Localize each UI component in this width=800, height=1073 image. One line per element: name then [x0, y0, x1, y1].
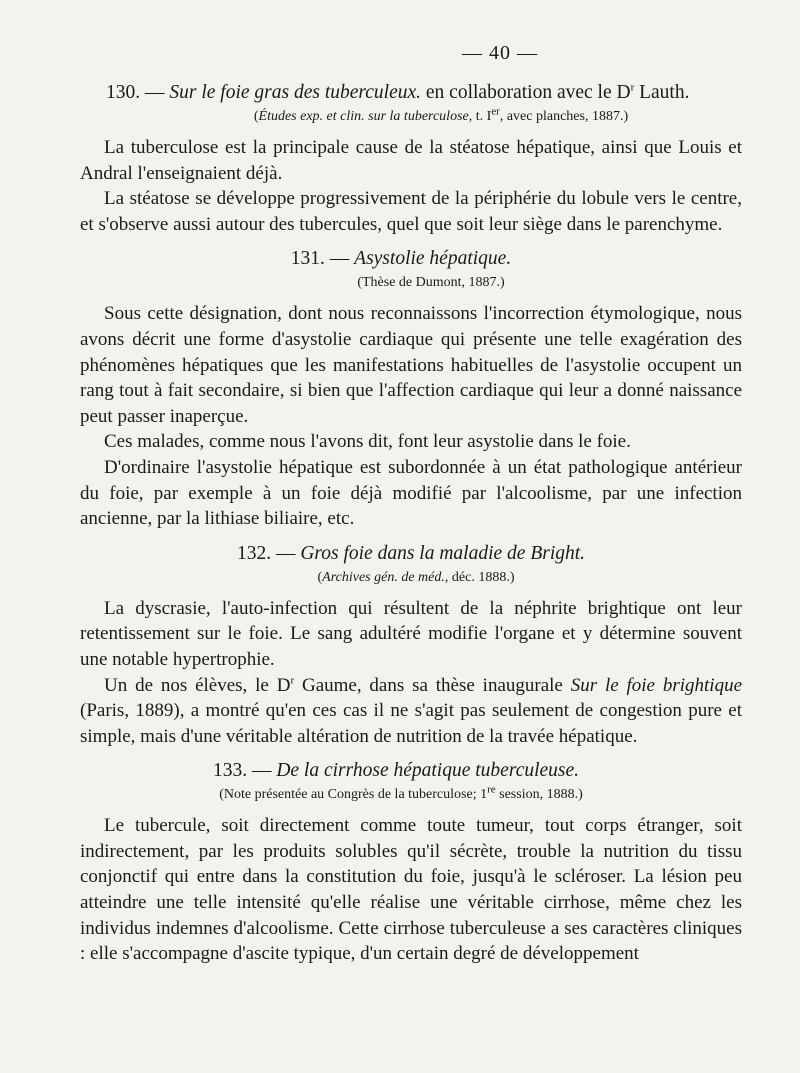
section-130 [80, 80, 742, 237]
section-133 [80, 758, 742, 967]
heading-dash: — [271, 542, 301, 564]
section-number: 130. [106, 82, 141, 103]
citation [80, 106, 742, 128]
paragraph: Le tubercule, soit directement comme toute tumeur, tout corps étranger, soit indirectement, par les produits solubles qu'il sécrète, trouble la nutrition du tissu conjonctif qui entre dans la constitution du foie, jusqu'à le scléroser. La lésion peu atteindre une telle intensité qu'elle réalise une véritable cirrhose, même chez les individus indemnes d'alcoolisme. Cette cirrhose tuberculeuse a ses caractères cliniques : elle s'accompagne d'ascite typique, d'un certain degré de développement [80, 815, 742, 965]
section-number: 132. [236, 542, 272, 564]
section-heading [80, 541, 742, 567]
text-run: Gaume, dans sa thèse inaugurale [301, 674, 571, 696]
paragraph: La tuberculose est la principale cause de la stéatose hépatique, ainsi que Louis et Andral l'enseignaient déjà. [80, 137, 742, 184]
page-content [80, 80, 742, 967]
citation-open: ( [317, 569, 323, 585]
text-run: (Paris, 1889), a montré qu'en ces cas il ne s'agit pas seulement de congestion pure et simple, mais d'une véritable altération de nutrition de la travée hépatique. [80, 700, 742, 747]
section-number: 131. [290, 248, 325, 270]
section-heading [80, 758, 742, 784]
superscript: er [491, 105, 500, 118]
heading-dash: — [140, 82, 170, 103]
citation-end: , avec planches, 1887.) [499, 109, 629, 124]
citation-open: ( [253, 109, 259, 124]
section-title: Sur le foie gras des tuberculeux. [169, 82, 422, 103]
section-heading [80, 246, 742, 272]
superscript: r [630, 81, 635, 94]
citation-open: (Note présentée au Congrès de la tuberculose; 1 [219, 787, 488, 803]
paragraph: Ces malades, comme nous l'avons dit, font leur asystolie dans le foie. [104, 431, 631, 453]
citation: (Thèse de Dumont, 1887.) [357, 275, 505, 291]
paragraph: La dyscrasie, l'auto-infection qui résultent de la néphrite brightique ont leur retentissement sur le foie. Le sang adultéré modifie l'organe et y détermine souvent une notable hypertrophie. [80, 597, 742, 670]
heading-dash: — [324, 248, 355, 270]
citation-journal: Archives gén. de méd. [322, 569, 445, 585]
superscript: re [487, 783, 496, 796]
section-number: 133. [212, 760, 248, 782]
text-run: Un de nos élèves, le D [104, 674, 291, 696]
paragraph [80, 673, 742, 750]
heading-dash: — [247, 760, 277, 782]
section-131 [80, 246, 742, 531]
heading-end: Lauth. [634, 82, 690, 103]
citation-end: , déc. 1888.) [444, 569, 515, 585]
superscript: r [290, 674, 295, 687]
heading-suffix: en collaboration avec le D [421, 82, 631, 103]
citation-journal: Études exp. et clin. sur la tuberculose [258, 109, 469, 124]
section-title: De la cirrhose hépatique tuberculeuse. [276, 760, 580, 782]
paragraph: Sous cette désignation, dont nous reconnaissons l'incorrection étymologique, nous avons décrit une forme d'asystolie cardiaque qui présente une telle exagération des phénomènes hépatiques que les manifestations habituelles de l'asystolie occupent un rang tout à fait secondaire, si bien que l'affection cardiaque qui leur a donné naissance peut passer inaperçue. [80, 303, 742, 427]
thesis-title: Sur le foie brightique [570, 674, 743, 696]
section-title: Asystolie hépatique. [354, 248, 512, 270]
section-title: Gros foie dans la maladie de Bright. [300, 542, 586, 564]
paragraph: La stéatose se développe progressivement de la périphérie du lobule vers le centre, et s'observe aussi autour des tubercules, quel que soit leur siège dans le parenchyme. [80, 188, 742, 235]
paragraph: D'ordinaire l'asystolie hépatique est subordonnée à un état pathologique antérieur du foie, par exemple à un foie déjà modifié par l'alcoolisme, par une infection ancienne, par la lithiase biliaire, etc. [80, 456, 742, 530]
citation-rest: , t. I [468, 109, 492, 124]
section-132 [80, 541, 742, 750]
citation-end: session, 1888.) [495, 787, 583, 803]
page-number: — 40 — [462, 42, 538, 64]
section-heading [80, 80, 742, 106]
citation [80, 784, 742, 806]
citation [80, 567, 742, 589]
